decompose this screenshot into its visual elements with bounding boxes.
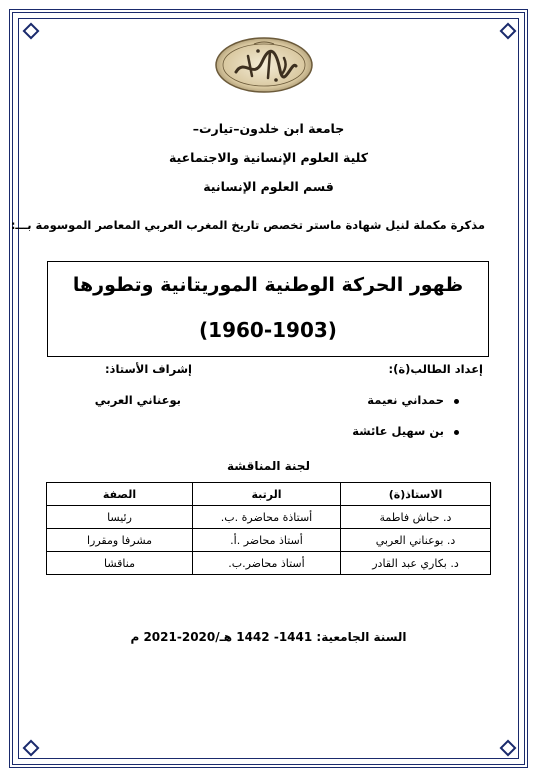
- table-header-row: [47, 483, 491, 506]
- thesis-years: (1960-1903): [199, 318, 337, 342]
- table-row: [47, 529, 491, 552]
- faculty-name: كلية العلوم الإنسانية والاجتماعية: [168, 150, 369, 165]
- jury-member-rank: أستاذ محاضر .أ.: [193, 529, 341, 552]
- jury-member-rank: أستاذ محاضر.ب.: [193, 552, 341, 575]
- academic-year: السنة الجامعية: 1441- 1442 هـ/2020-2021 م: [130, 630, 407, 644]
- jury-member-name: د. حباش فاطمة: [341, 506, 491, 529]
- bullet-icon: [454, 399, 459, 404]
- prepared-by-label: إعداد الطالب(ة):: [388, 362, 483, 376]
- corner-ornament-icon: [500, 23, 514, 37]
- jury-member-rank: أستاذة محاضرة .ب.: [193, 506, 341, 529]
- thesis-title: ظهور الحركة الوطنية الموريتانية وتطورها: [72, 274, 464, 296]
- column-header: الاستاذ(ة): [341, 483, 491, 506]
- corner-ornament-icon: [500, 740, 514, 754]
- column-header: الصفة: [47, 483, 193, 506]
- table-row: [47, 506, 491, 529]
- department-name: قسم العلوم الإنسانية: [203, 179, 334, 194]
- memo-description: مذكرة مكملة لنيل شهادة ماستر تخصص تاريخ المغرب العربي المعاصر الموسومة بـــ:: [10, 218, 485, 232]
- thesis-title-box: [47, 261, 489, 357]
- jury-member-name: د. بوعناني العربي: [341, 529, 491, 552]
- jury-table: [46, 482, 491, 575]
- committee-title: لجنة المناقشة: [227, 459, 310, 473]
- jury-member-role: مناقشا: [47, 552, 193, 575]
- supervisor-label: إشراف الأستاذ:: [104, 362, 192, 376]
- column-header: الرتبة: [193, 483, 341, 506]
- bullet-icon: [454, 430, 459, 435]
- student-name: بن سهيل عائشة: [352, 424, 444, 438]
- student-name: حمداني نعيمة: [367, 393, 444, 407]
- jury-member-role: مشرفا ومقررا: [47, 529, 193, 552]
- corner-ornament-icon: [23, 740, 37, 754]
- corner-ornament-icon: [23, 23, 37, 37]
- jury-member-name: د. بكاري عبد القادر: [341, 552, 491, 575]
- jury-member-role: رئيسا: [47, 506, 193, 529]
- university-name: جامعة ابن خلدون–تيارت–: [192, 121, 345, 136]
- table-row: [47, 552, 491, 575]
- supervisor-name: بوعناني العربي: [94, 393, 181, 407]
- university-logo-icon: [214, 36, 314, 94]
